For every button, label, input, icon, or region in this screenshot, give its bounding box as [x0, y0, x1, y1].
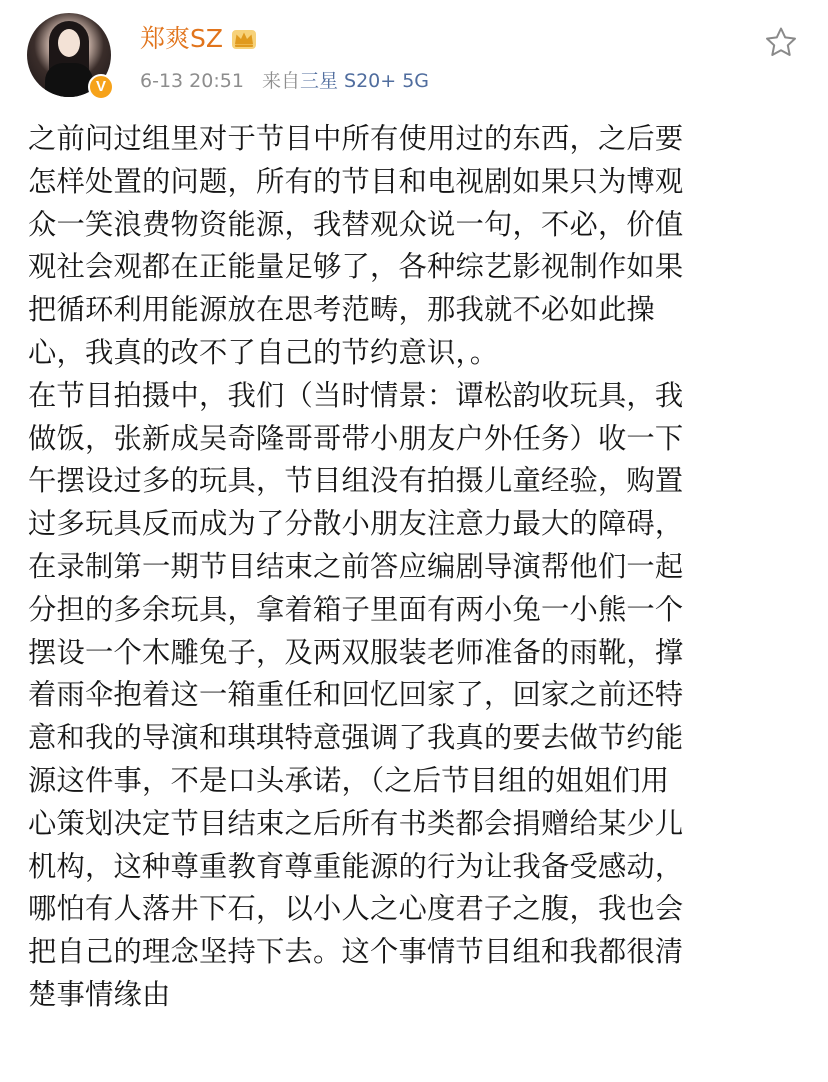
post-text-line: 在节目拍摄中，我们（当时情景：谭松韵收玩具，我: [28, 378, 684, 412]
username[interactable]: 郑爽SZ: [140, 24, 223, 53]
avatar-face: [58, 29, 80, 57]
post-header: [0, 0, 828, 110]
post-text-line: 源这件事，不是口头承诺，（之后节目组的姐姐们用: [28, 763, 670, 797]
post-text-line: 机构，这种尊重教育尊重能源的行为让我备受感动，: [28, 849, 684, 883]
post-text-line: 摆设一个木雕兔子，及两双服装老师准备的雨靴，撑: [28, 635, 684, 669]
post-text-line: 过多玩具反而成为了分散小朋友注意力最大的障碍，: [28, 507, 684, 541]
post-timestamp: 6-13 20:51: [140, 70, 244, 92]
post-text-line: 众一笑浪费物资能源，我替观众说一句，不必，价值: [28, 207, 684, 241]
source-prefix: 来自: [261, 70, 300, 92]
post-text-line: 把自己的理念坚持下去。这个事情节目组和我都很清: [28, 935, 684, 969]
crown-icon[interactable]: [231, 28, 257, 50]
post-text-line: 之前问过组里对于节目中所有使用过的东西，之后要: [28, 122, 684, 155]
post-text-line: 做饭，张新成吴奇隆哥哥带小朋友户外任务）收一下: [28, 421, 684, 455]
post-text-line: 观社会观都在正能量足够了，各种综艺影视制作如果: [28, 250, 684, 284]
post-text-line: 把循环利用能源放在思考范畴，那我就不必如此操: [28, 293, 655, 327]
post-body: [28, 118, 818, 1017]
device-link[interactable]: 三星 S20+ 5G: [299, 70, 430, 92]
post-text-line: 分担的多余玩具，拿着箱子里面有两小兔一小熊一个: [28, 592, 684, 626]
username-row: [140, 22, 257, 56]
post-meta: [140, 66, 429, 96]
post-text-line: 哪怕有人落井下石，以小人之心度君子之腹，我也会: [28, 892, 684, 926]
star-icon[interactable]: [764, 26, 798, 58]
post-text-line: 在录制第一期节目结束之前答应编剧导演帮他们一起: [28, 549, 684, 583]
post-text-line: 心策划决定节目结束之后所有书类都会捐赠给某少儿: [28, 806, 684, 840]
avatar-body: [45, 63, 93, 97]
post-text-line: 意和我的导演和琪琪特意强调了我真的要去做节约能: [28, 721, 684, 755]
verified-v-icon: V: [88, 74, 114, 100]
post-text-line: 心，我真的改不了自己的节约意识，。: [28, 335, 499, 369]
post-text-line: 午摆设过多的玩具，节目组没有拍摄儿童经验，购置: [28, 464, 684, 498]
post-text-line: 着雨伞抱着这一箱重任和回忆回家了，回家之前还特: [28, 678, 684, 712]
post-text-line: 楚事情缘由: [28, 977, 171, 1011]
post-text-line: 怎样处置的问题，所有的节目和电视剧如果只为博观: [28, 164, 684, 198]
